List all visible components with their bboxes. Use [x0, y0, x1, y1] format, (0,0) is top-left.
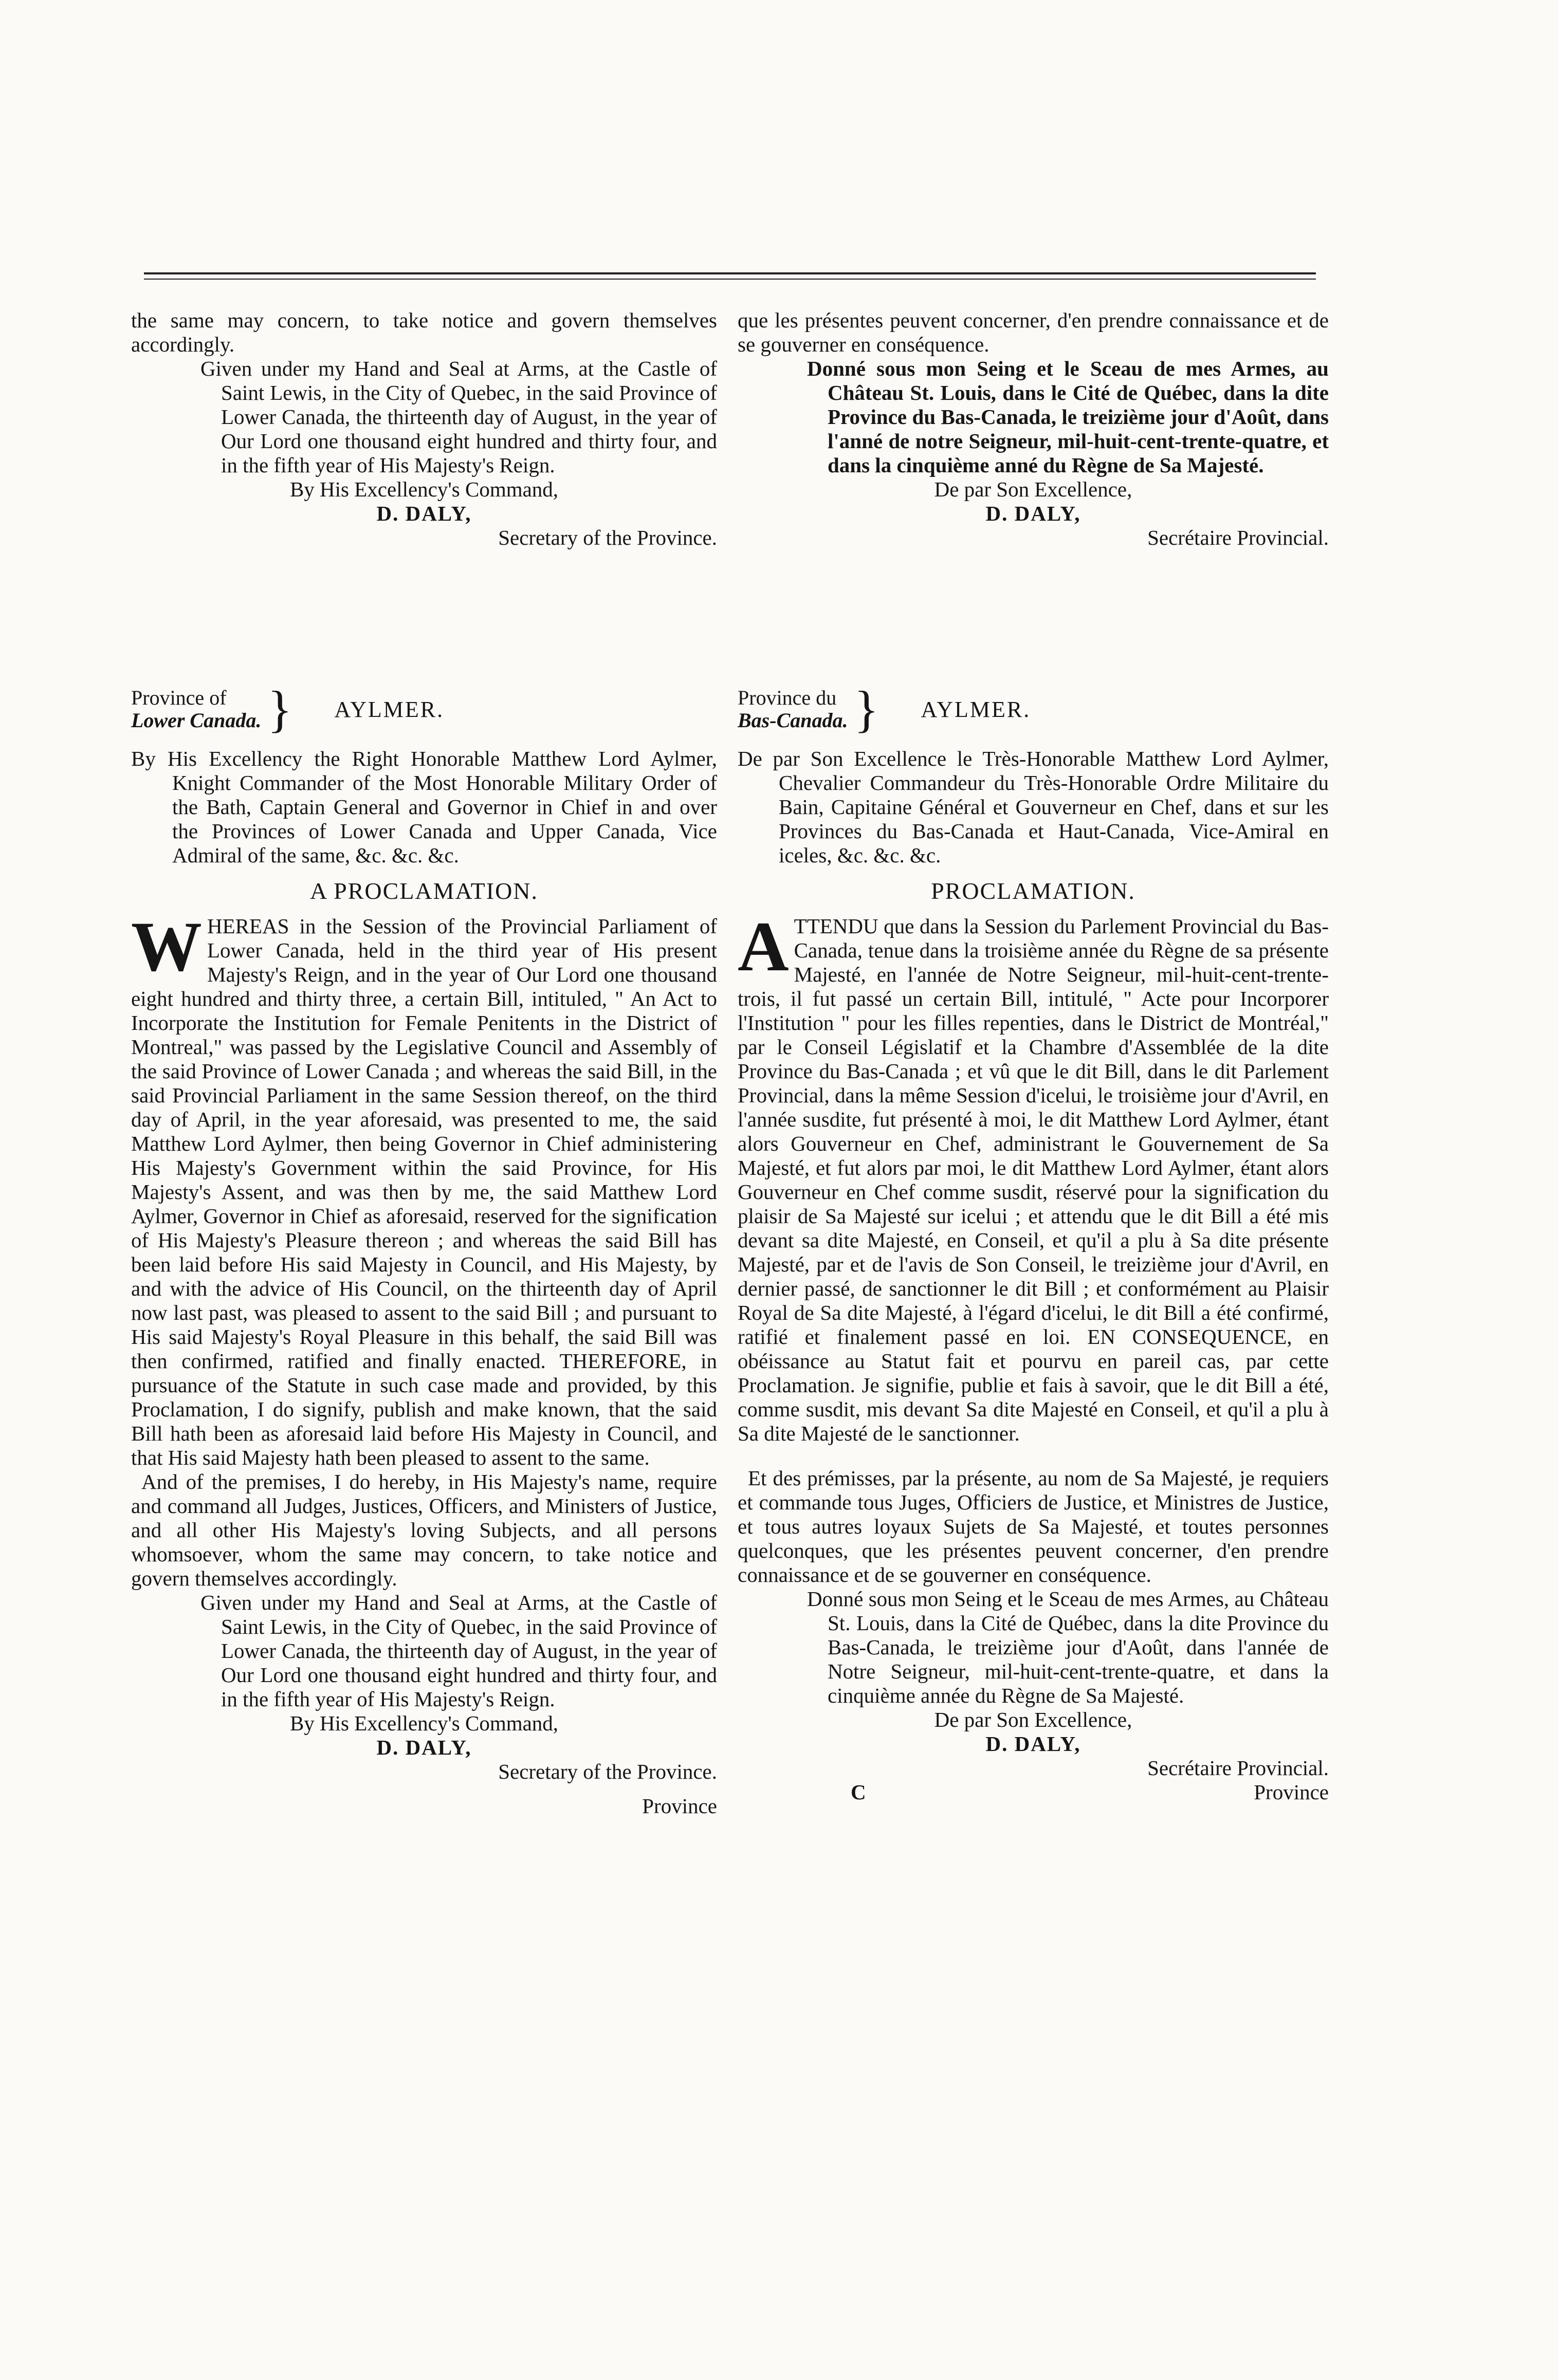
right-top-signer-title: Secrétaire Provincial.	[1147, 526, 1329, 549]
right-top-by-command: De par Son Excellence,	[934, 477, 1132, 501]
left-catchword: Province	[642, 1794, 717, 1818]
right-province-line2: Bas-Canada.	[738, 709, 848, 732]
right-style-paragraph: De par Son Excellence le Très-Honorable Matthew Lord Aylmer, Chevalier Commandeur du Très-Honorable Ordre Militaire du Bain, Capitaine Général et Gouverneur en Chef, dans et sur les Provinces du Bas-Canada et Haut-Canada, Vice-Amiral en iceles, &c. &c. &c.	[738, 747, 1329, 867]
left-province-label	[131, 687, 261, 732]
left-top-block	[131, 308, 717, 550]
left-by-command: By His Excellency's Command,	[289, 1711, 559, 1735]
left-top-signer: D. DALY,	[376, 502, 472, 525]
right-province-line1: Province du	[738, 686, 837, 709]
left-proclamation-title: A PROCLAMATION.	[309, 878, 539, 904]
top-rule-thin	[144, 279, 1316, 280]
left-signer: D. DALY,	[376, 1736, 472, 1759]
right-body-premisses: Et des prémisses, par la présente, au nom de Sa Majesté, je requiers et commande tous Juges, Officiers de Justice, et Ministres de Justice, et tous autres loyaux Sujets de Sa Majesté, et toutes personnes quelconques, que les présentes peuvent concerner, d'en prendre connaissance et de se gouverner en conséquence.	[738, 1466, 1329, 1586]
left-body-premises: And of the premises, I do hereby, in His Majesty's name, require and command all Judges, Justices, Officers, and Ministers of Justice, and all other His Majesty's loving Subjects, and all persons whomsoever, whom the same may concern, to take notice and govern themselves accordingly.	[131, 1470, 717, 1590]
brace-icon: }	[267, 680, 292, 737]
left-province-line1: Province of	[131, 686, 227, 709]
left-body-whereas-text: HEREAS in the Session of the Provincial Parliament of Lower Canada, held in the third year of His present Majesty's Reign, and in the year of Our Lord one thousand eight hundred and thirty three, a certain Bill, intituled, " An Act to Incorporate the Institution for Female Penitents in the District of Montreal," was passed by the Legislative Council and Assembly of the said Province of Lower Canada ; and whereas the said Bill, in the said Provincial Parliament in the same Session thereof, on the third day of April, in the year aforesaid, was presented to me, the said Matthew Lord Aylmer, then being Governor in Chief administering His Majesty's Government within the said Province, for His Majesty's Assent, and was then by me, the said Matthew Lord Aylmer, Governor in Chief as aforesaid, reserved for the signification of His Majesty's Pleasure thereon ; and whereas the said Bill has been laid before His said Majesty in Council, and His Majesty, by and with the advice of His Council, on the thirteenth day of April now last past, was pleased to assent to the said Bill ; and pursuant to His said Majesty's Royal Pleasure in this behalf, the said Bill was then confirmed, ratified and finally enacted. THEREFORE, in pursuance of the Statute in such case made and provided, by this Proclamation, I do signify, publish and make known, that the said Bill hath been as aforesaid laid before His Majesty in Council, and that His said Majesty hath been pleased to assent to the same.	[131, 914, 717, 1469]
left-province-heading	[131, 680, 717, 737]
left-proclamation	[131, 680, 717, 1818]
right-body-attendu-text: TTENDU que dans la Session du Parlement Provincial du Bas-Canada, tenue dans la troisième année du Règne de sa présente Majesté, en l'année de Notre Seigneur, mil-huit-cent-trente-trois, il fut passé un certain Bill, intitulé, " Acte pour Incorporer l'Institution " pour les filles repenties, dans le District de Montréal," par le Conseil Législatif et la Chambre d'Assemblée de la dite Province du Bas-Canada ; et vû que le dit Bill, dans le dit Parlement Provincial, dans la même Session d'icelui, le troisième jour d'Avril, en l'année susdite, fut présenté à moi, le dit Matthew Lord Aylmer, étant alors Gouverneur en Chef, administrant le Gouvernement de Sa Majesté, et fut alors par moi, le dit Matthew Lord Aylmer, étant alors Gouverneur en Chef comme susdit, réservé pour la signification du plaisir de Sa Majesté sur icelui ; et attendu que le dit Bill a été mis devant sa dite Majesté, en Conseil, et qu'il a plu à Sa dite présente Majesté, par et de l'avis de Son Conseil, le treizième jour d'Avril, en dernier passé, de sanctionner le dit Bill ; et conformément au Plaisir Royal de Sa dite Majesté, à l'égard d'icelui, le dit Bill a été confirmé, ratifié et finalement passé en loi. EN CONSEQUENCE, en obéissance au Statut fait et pourvu en pareil cas, par cette Proclamation. Je signifie, publie et fais à savoir, que le dit Bill a été, comme susdit, mis devant Sa dite Majesté en Conseil, et qu'il a plu à Sa dite Majesté de le sanctionner.	[738, 914, 1329, 1445]
right-top-given: Donné sous mon Seing et le Sceau de mes Armes, au Château St. Louis, dans le Cité de Québec, dans la dite Province du Bas-Canada, le treizième jour d'Août, dans l'anné de notre Seigneur, mil-huit-cent-trente-quatre, et dans la cinquième anné du Règne de Sa Majesté.	[807, 357, 1329, 477]
left-aylmer-signature: AYLMER.	[334, 696, 445, 722]
right-top-closing: que les présentes peuvent concerner, d'en prendre connaissance et de se gouverner en conséquence.	[738, 308, 1329, 356]
left-dropcap: W	[131, 907, 202, 986]
right-catchword: Province	[1254, 1780, 1329, 1804]
right-footer-line	[738, 1780, 1329, 1804]
left-signer-title: Secretary of the Province.	[498, 1760, 717, 1783]
right-dropcap: A	[738, 907, 789, 986]
brace-icon: }	[854, 680, 879, 737]
left-top-given: Given under my Hand and Seal at Arms, at the Castle of Saint Lewis, in the City of Quebec, in the said Province of Lower Canada, the thirteenth day of August, in the year of Our Lord one thousand eight hundred and thirty four, and in the fifth year of His Majesty's Reign.	[200, 357, 717, 477]
right-body-attendu	[738, 907, 1329, 1446]
right-signer-title: Secrétaire Provincial.	[1147, 1756, 1329, 1780]
right-top-signer: D. DALY,	[985, 502, 1081, 525]
right-province-heading	[738, 680, 1329, 737]
left-province-line2: Lower Canada.	[131, 709, 262, 732]
right-top-block	[738, 308, 1329, 550]
left-given: Given under my Hand and Seal at Arms, at the Castle of Saint Lewis, in the City of Quebec, in the said Province of Lower Canada, the thirteenth day of August, in the year of Our Lord one thousand eight hundred and thirty four, and in the fifth year of His Majesty's Reign.	[200, 1591, 717, 1711]
left-body-whereas	[131, 907, 717, 1470]
right-province-label	[738, 687, 848, 732]
top-rule	[144, 272, 1316, 274]
right-proclamation-title: PROCLAMATION.	[931, 878, 1135, 904]
right-signer: D. DALY,	[985, 1732, 1081, 1756]
left-top-closing: the same may concern, to take notice and govern themselves accordingly.	[131, 308, 717, 356]
right-given: Donné sous mon Seing et le Sceau de mes Armes, au Château St. Louis, dans la Cité de Québec, dans la dite Province du Bas-Canada, le treizième jour d'Août, dans l'année de Notre Seigneur, mil-huit-cent-trente-quatre, et dans la cinquième année du Règne de Sa Majesté.	[807, 1587, 1329, 1707]
right-by-command: De par Son Excellence,	[934, 1708, 1132, 1731]
left-top-signer-title: Secretary of the Province.	[498, 526, 717, 549]
right-proclamation	[738, 680, 1329, 1804]
left-top-by-command: By His Excellency's Command,	[289, 477, 559, 501]
right-signature-mark: C	[851, 1780, 866, 1804]
left-style-paragraph: By His Excellency the Right Honorable Matthew Lord Aylmer, Knight Commander of the Most Honorable Military Order of the Bath, Captain General and Governor in Chief in and over the Provinces of Lower Canada and Upper Canada, Vice Admiral of the same, &c. &c. &c.	[131, 747, 717, 867]
right-aylmer-signature: AYLMER.	[921, 696, 1031, 722]
